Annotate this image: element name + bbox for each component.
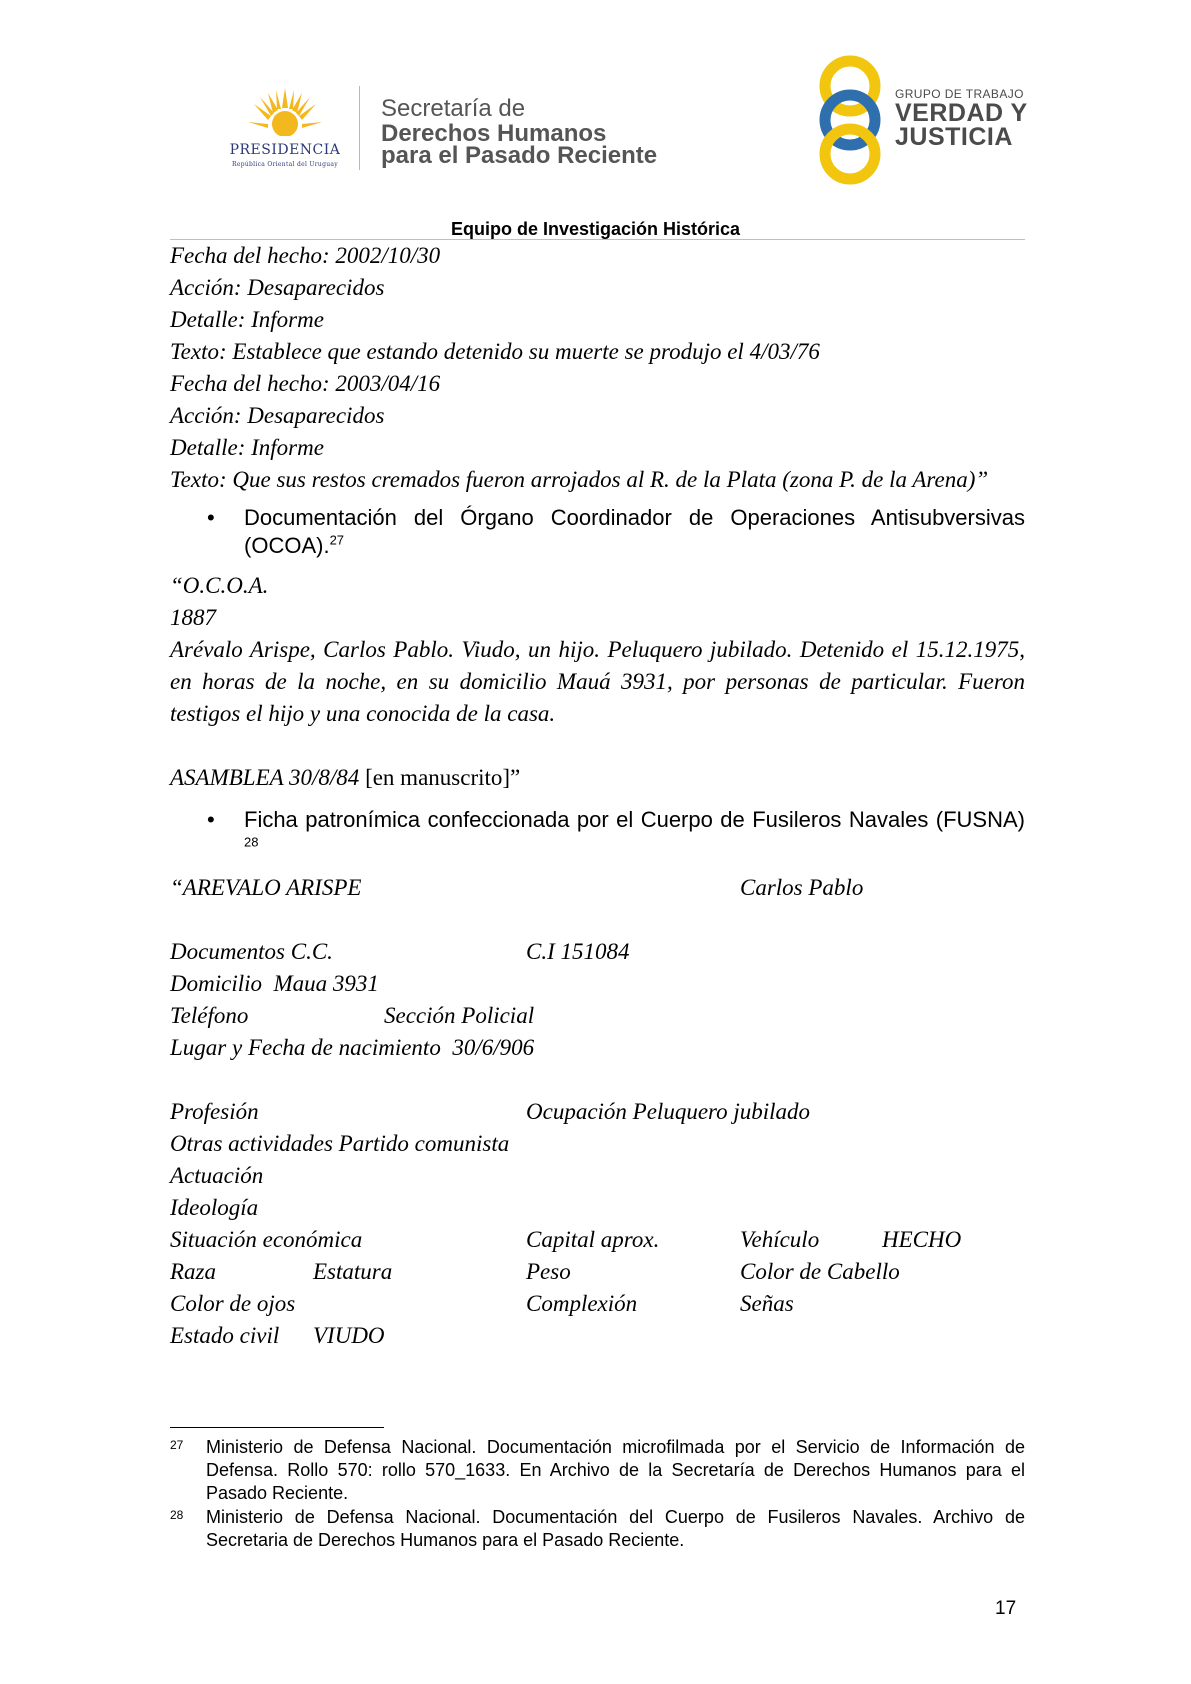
secretaria-logo-text [381,95,657,167]
ficha-capital: Capital aprox. [526,1227,660,1252]
ficha-situacion: Situación económica [170,1227,363,1252]
footnote [170,1506,1025,1552]
ficha-row [170,1320,1025,1352]
ficha-peso: Peso [526,1259,571,1284]
ficha-estado: Estado civil [170,1323,280,1348]
ficha-row [170,936,1025,968]
ficha-complexion: Complexión [526,1291,638,1316]
footnote-ref: 28 [244,834,259,850]
verdad-justicia-logo [815,55,1035,185]
ficha-row [170,968,1025,1000]
grupo-line-3: JUSTICIA [895,123,1013,151]
record-line: Detalle: Informe [170,435,324,460]
footnote-ref: 27 [329,532,345,548]
ficha-row [170,1192,1025,1224]
ficha-profesion: Profesión [170,1099,259,1124]
ficha-raza: Raza [170,1259,216,1284]
ficha-ci: C.I 151084 [526,939,630,964]
team-title: Equipo de Investigación Histórica [450,219,741,239]
presidencia-title: PRESIDENCIA [229,142,341,158]
ficha-estado-valor: VIUDO [313,1323,385,1348]
presidencia-subtitle: República Oriental del Uruguay [232,161,338,168]
footnote-number: 27 [170,1438,184,1452]
presidencia-logo [210,86,360,176]
ficha-actuacion: Actuación [170,1163,264,1188]
ficha-cabello: Color de Cabello [740,1259,900,1284]
ficha-ojos: Color de ojos [170,1291,296,1316]
ficha-row [170,1032,1025,1064]
asamblea-line [170,762,1025,794]
bullet-fusna-text: Ficha patronímica confeccionada por el Cuerpo de Fusileros Navales (FUSNA) [244,807,1025,832]
secretaria-line-3: para el Pasado Reciente [381,142,658,169]
ficha-otras: Otras actividades Partido comunista [170,1131,510,1156]
record-line: Detalle: Informe [170,307,324,332]
secretaria-line-2: Derechos Humanos [381,120,607,147]
ficha-domicilio: Domicilio Maua 3931 [170,971,379,996]
ficha-vehiculo: Vehículo [740,1227,820,1252]
ficha-row [170,1288,1025,1320]
footnote-number: 28 [170,1508,184,1522]
ficha-row [170,1000,1025,1032]
ficha-telefono: Teléfono [170,1003,249,1028]
bullet-icon: • [207,505,215,530]
record-line: Fecha del hecho: 2002/10/30 [170,243,441,268]
ocoa-paragraph: Arévalo Arispe, Carlos Pablo. Viudo, un hijo. Peluquero jubilado. Detenido el 15.12.1975, en horas de la noche, en su domicilio Mauá 3931, por personas de particular. Fueron testigos el hijo y una conocida de la casa. [170,637,1025,726]
ocoa-line-2: 1887 [170,605,216,630]
sun-emblem-icon [248,86,322,142]
document-body [170,240,1025,1352]
record-line: Texto: Que sus restos cremados fueron arrojados al R. de la Plata (zona P. de la Arena)” [170,467,989,492]
record-line: Acción: Desaparecidos [170,403,385,428]
ficha-senas: Señas [740,1291,794,1316]
footnote [170,1436,1025,1505]
footnote-text: Ministerio de Defensa Nacional. Documentación del Cuerpo de Fusileros Navales. Archivo de Secretaria de Derechos Humanos para el Pasado Reciente. [206,1507,1025,1550]
ficha-row [170,1096,1025,1128]
ficha-row [170,872,1025,904]
record-line: Fecha del hecho: 2003/04/16 [170,371,441,396]
bullet-ocoa [170,504,1025,560]
ficha-documentos: Documentos C.C. [170,939,333,964]
ficha-nacimiento: Lugar y Fecha de nacimiento 30/6/906 [170,1035,535,1060]
secretaria-line-1: Secretaría de [381,95,526,122]
verdad-justicia-text [895,87,1028,149]
ficha-row [170,1256,1025,1288]
ficha-row [170,1224,1025,1256]
ficha-estatura: Estatura [313,1259,393,1284]
page-number: 17 [995,1598,1017,1619]
bullet-fusna [170,806,1025,862]
asamblea-text: ASAMBLEA 30/8/84 [170,765,360,790]
ficha-seccion: Sección Policial [384,1003,535,1028]
ficha-row [170,1128,1025,1160]
bullet-ocoa-text: Documentación del Órgano Coordinador de Operaciones Antisubversivas (OCOA). [244,505,1025,558]
record-line: Texto: Establece que estando detenido su muerte se produjo el 4/03/76 [170,339,820,364]
grupo-line-1: GRUPO DE TRABAJO [895,87,1024,101]
asamblea-note: [en manuscrito]” [365,765,521,790]
footnote-separator [170,1427,384,1428]
grupo-line-2: VERDAD Y [895,99,1028,127]
ficha-row [170,1160,1025,1192]
footnote-text: Ministerio de Defensa Nacional. Documentación microfilmada por el Servicio de Información de Defensa. Rollo 570: rollo 570_1633. En Archivo de la Secretaría de Derechos Humanos para el Pasado Reciente. [206,1437,1025,1503]
ficha-nombre: Carlos Pablo [740,875,864,900]
ficha-apellido: “AREVALO ARISPE [170,875,362,900]
ficha-ideologia: Ideología [170,1195,259,1220]
ficha-hecho: HECHO [882,1227,962,1252]
ficha-ocupacion: Ocupación Peluquero jubilado [526,1099,811,1124]
record-line: Acción: Desaparecidos [170,275,385,300]
ocoa-line-1: “O.C.O.A. [170,573,269,598]
bullet-icon: • [207,807,215,832]
header-divider [359,86,360,170]
linked-rings-icon [815,55,895,185]
